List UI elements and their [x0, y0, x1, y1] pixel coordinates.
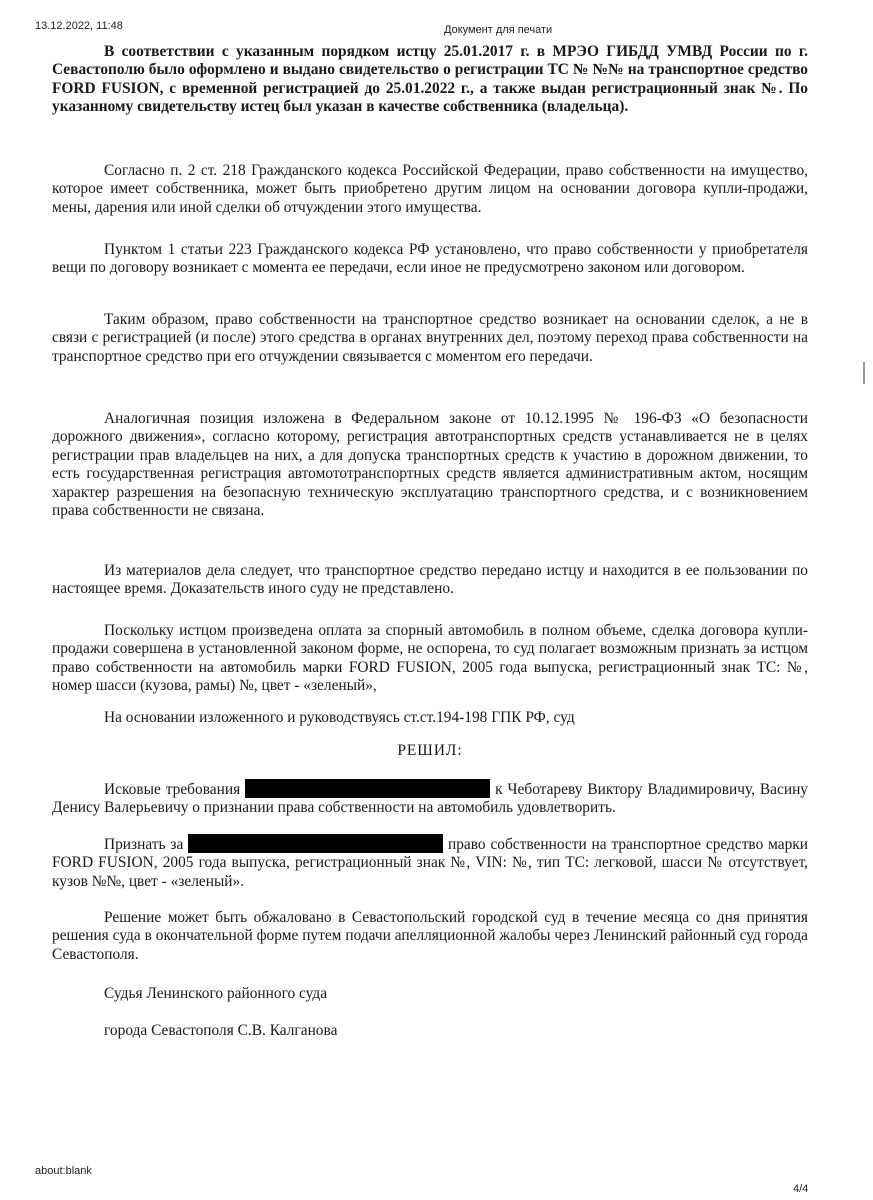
page-number: 4/4	[793, 1183, 809, 1195]
signature-line-2: города Севастополя С.В. Калганова	[104, 1022, 338, 1039]
print-url: about:blank	[35, 1165, 92, 1177]
paragraph-grounds: На основании изложенного и руководствуясь ст.ст.194-198 ГПК РФ, суд	[104, 709, 575, 726]
claims-text-end: к Чеботареву Виктору Владимировичу, Васину Денису Валерьевичу о признании права собственности на автомобиль удовлетворить.	[52, 781, 808, 817]
paragraph-article-223: Пунктом 1 статьи 223 Гражданского кодекса РФ установлено, что право собственности у приобретателя вещи по договору возникает с момента ее передачи, если иное не предусмотрено законом или договором.	[52, 241, 808, 277]
recognize-text-start: Признать за	[104, 836, 184, 853]
decision-heading: РЕШИЛ:	[397, 742, 463, 759]
print-datetime: 13.12.2022, 11:48	[35, 20, 123, 32]
paragraph-appeal: Решение может быть обжаловано в Севастопольский городской суд в течение месяца со дня принятия решения суда в окончательной форме путем подачи апелляционной жалобы через Ленинский районный суд города Севастополя.	[52, 909, 808, 963]
paragraph-payment: Поскольку истцом произведена оплата за спорный автомобиль в полном объеме, сделка договора купли-продажи совершена в установленной законом форме, не оспорена, то суд полагает возможным признать за истцом право собственности на автомобиль марки FORD FUSION, 2005 года выпуска, регистрационный знак ТС: №, номер шасси (кузова, рамы) №, цвет - «зеленый»,	[52, 622, 808, 695]
signature-line-1: Судья Ленинского районного суда	[104, 985, 328, 1002]
redaction-owner-name	[188, 834, 443, 853]
recognize-text-end: право собственности на транспортное средство марки FORD FUSION, 2005 года выпуска, регистрационный знак №, VIN: №, тип ТС: легковой, шасси № отсутствует, кузов №№, цвет - «зеленый».	[52, 836, 808, 890]
paragraph-case-materials: Из материалов дела следует, что транспортное средство передано истцу и находится в ее пользовании по настоящее время. Доказательств иного суду не представлено.	[52, 562, 808, 598]
paragraph-registration: В соответствии с указанным порядком истцу 25.01.2017 г. в МРЭО ГИБДД УМВД России по г. Севастополю было оформлено и выдано свидетельство о регистрации ТС № №№ на транспортное средство FORD FUSION, с временной регистрацией до 25.01.2022 г., а также выдан регистрационный знак №. По указанному свидетельству истец был указан в качестве собственника (владельца).	[52, 43, 808, 116]
claims-text-start: Исковые требования	[104, 781, 241, 798]
paragraph-federal-law: Аналогичная позиция изложена в Федеральном законе от 10.12.1995 № 196-ФЗ «О безопасности дорожного движения», согласно которому, регистрация автотранспортных средств устанавливается не в целях регистрации прав владельцев на них, а для допуска транспортных средств к участию в дорожном движении, то есть государственная регистрация автомототранспортных средств является административным актом, носящим характер разрешения на безопасную техническую эксплуатацию транспортного средства, и с возникновением права собственности не связана.	[52, 410, 808, 520]
paragraph-claims	[52, 779, 808, 818]
paragraph-article-218: Согласно п. 2 ст. 218 Гражданского кодекса Российской Федерации, право собственности на имущество, которое имеет собственника, может быть приобретено другим лицом на основании договора купли-продажи, мены, дарения или иной сделки об отчуждении этого имущества.	[52, 162, 808, 216]
paragraph-conclusion: Таким образом, право собственности на транспортное средство возникает на основании сделок, а не в связи с регистрацией (и после) этого средства в органах внутренних дел, поэтому переход права собственности на транспортное средство при его отчуждении связывается с моментом его передачи.	[52, 311, 808, 365]
print-title: Документ для печати	[444, 24, 553, 36]
scan-edge-mark	[863, 362, 865, 384]
redaction-plaintiff-name	[245, 779, 490, 798]
paragraph-recognize	[52, 834, 808, 891]
